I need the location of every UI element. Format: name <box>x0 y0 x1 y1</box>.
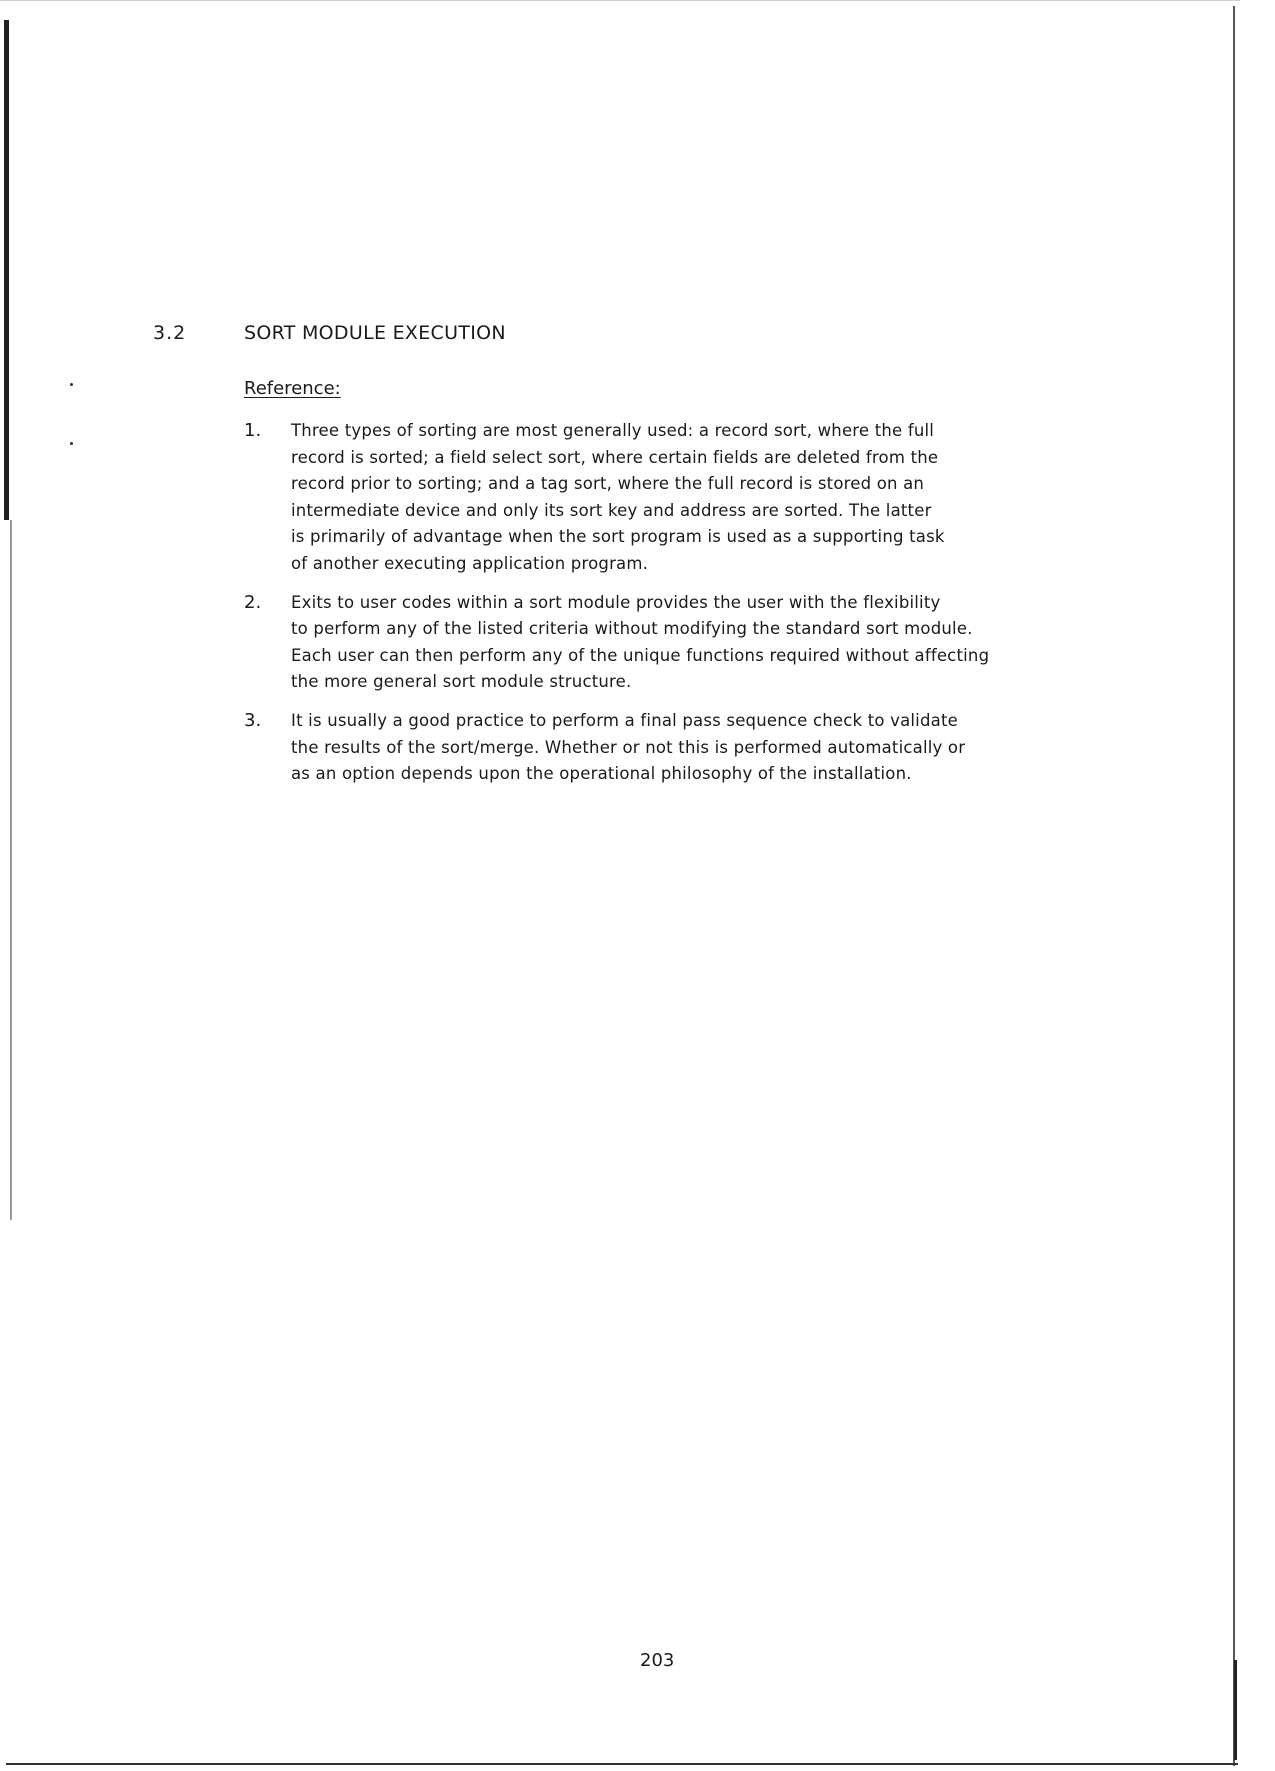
text-line: to perform any of the listed criteria without modifying the standard sort module. <box>291 619 973 639</box>
text-line: is primarily of advantage when the sort program is used as a supporting task <box>291 527 945 547</box>
list-item <box>244 590 1094 696</box>
text-line: Three types of sorting are most generally used: a record sort, where the full <box>291 421 935 440</box>
scan-edge-left-thin <box>10 520 12 1220</box>
scan-speck <box>70 442 73 445</box>
page-number: 203 <box>640 1650 675 1671</box>
list-item-text <box>291 708 1094 788</box>
text-line: intermediate device and only its sort key and address are sorted. The latter <box>291 500 932 520</box>
text-line: of another executing application program. <box>291 553 649 573</box>
scan-edge-left <box>4 20 9 520</box>
section-number: 3.2 <box>153 322 187 344</box>
text-line: the more general sort module structure. <box>291 672 632 692</box>
text-line: record is sorted; a field select sort, where certain fields are deleted from the <box>291 447 939 467</box>
scan-edge-top <box>0 0 1240 1</box>
list-item-number: 1. <box>244 420 262 441</box>
list-item-number: 2. <box>244 591 262 613</box>
list-item-number: 3. <box>244 709 262 731</box>
scan-edge-right <box>1233 6 1235 1766</box>
section-title: SORT MODULE EXECUTION <box>244 322 506 344</box>
scan-edge-right-bottom <box>1234 1660 1237 1760</box>
list-item <box>244 708 1094 788</box>
list-item-text <box>291 590 1094 696</box>
list-item-text <box>291 418 1094 578</box>
text-line: the results of the sort/merge. Whether or not this is performed automatically or <box>291 737 966 757</box>
reference-list <box>244 418 1094 800</box>
scan-speck <box>70 383 73 386</box>
text-line: Exits to user codes within a sort module provides the user with the flexibility <box>291 592 941 612</box>
text-line: It is usually a good practice to perform a final pass sequence check to validate <box>291 710 958 730</box>
scan-edge-bottom <box>6 1763 1238 1765</box>
reference-heading: Reference: <box>244 378 341 399</box>
text-line: record prior to sorting; and a tag sort, where the full record is stored on an <box>291 474 925 494</box>
list-item <box>244 418 1094 578</box>
text-line: as an option depends upon the operational philosophy of the installation. <box>291 764 912 784</box>
text-line: Each user can then perform any of the unique functions required without affecting <box>291 645 990 665</box>
